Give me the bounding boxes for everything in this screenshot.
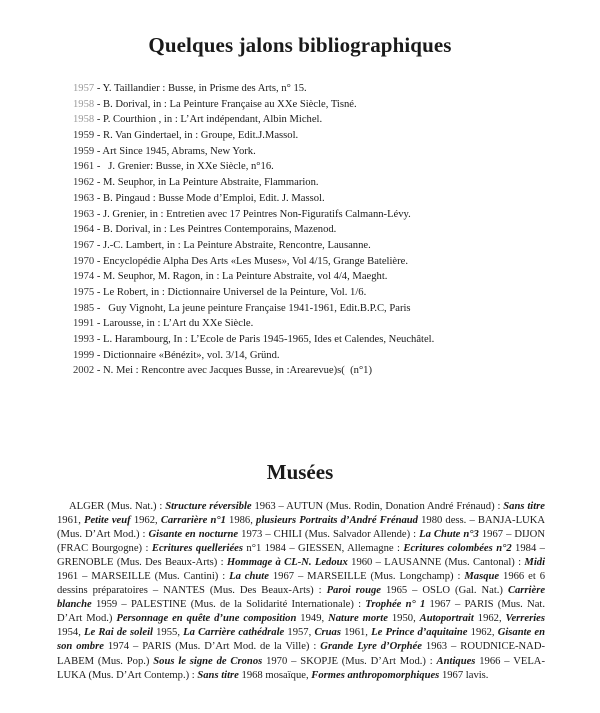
entry-year: 1957 bbox=[73, 83, 95, 94]
bibliography-entry bbox=[73, 159, 434, 175]
museum-text: 1959 – PALESTINE (Mus. de la Solidarité Internationale) : bbox=[91, 599, 366, 611]
artwork-title: La chute bbox=[229, 571, 269, 583]
artwork-title: plusieurs Portraits d’André Frénaud bbox=[256, 515, 418, 527]
entry-year: 1963 bbox=[73, 208, 95, 220]
bibliography-entry bbox=[73, 175, 434, 191]
artwork-title: Le Prince d’aquitaine bbox=[371, 627, 468, 639]
entry-text: - Y. Taillandier : Busse, in Prisme des Arts, n° 15. bbox=[94, 83, 307, 94]
bibliography-entry bbox=[73, 316, 434, 332]
artwork-title: La Carrière cathédrale bbox=[183, 627, 285, 639]
entry-year: 1959 bbox=[73, 145, 95, 157]
museum-text: 1955, bbox=[152, 627, 184, 639]
bibliography-list bbox=[73, 81, 434, 379]
entry-year: 1975 bbox=[73, 286, 95, 298]
entry-year: 1985 bbox=[73, 302, 95, 314]
bibliography-entry bbox=[73, 81, 434, 97]
entry-text: - N. Mei : Rencontre avec Jacques Busse, in :Arearevue)s( (n°1) bbox=[94, 365, 372, 377]
entry-text: - Guy Vignoht, La jeune peinture Française 1941-1961, Edit.B.P.C, Paris bbox=[94, 302, 411, 314]
bibliography-entry bbox=[73, 128, 434, 144]
museum-text: 1961 – MARSEILLE (Mus. Cantini) : bbox=[57, 571, 230, 583]
museum-text: 1961, bbox=[57, 515, 84, 527]
entry-year: 1991 bbox=[73, 318, 95, 330]
bibliography-entry bbox=[73, 363, 434, 379]
museum-text: 1973 – CHILI (Mus. Salvador Allende) : bbox=[238, 529, 420, 541]
museum-text: 1957, bbox=[284, 627, 315, 639]
artwork-title: Gisante en nocturne bbox=[148, 529, 239, 541]
artwork-title: Cruas bbox=[314, 627, 341, 639]
bibliography-entry bbox=[73, 207, 434, 223]
artwork-title: Grande Lyre d’Orphée bbox=[320, 641, 422, 653]
entry-year: 1999 bbox=[73, 349, 95, 361]
bibliography-entry bbox=[73, 144, 434, 160]
entry-text: - J. Grenier: Busse, in XXe Siècle, n°16. bbox=[94, 161, 274, 173]
museum-text: 1986, bbox=[225, 515, 257, 527]
entry-year: 1993 bbox=[73, 334, 95, 345]
entry-text: - L. Harambourg, In : L’Ecole de Paris 1945-1965, Ides et Calendes, Neuchâtel. bbox=[94, 334, 435, 345]
artwork-title: Hommage à CL-N. Ledoux bbox=[226, 557, 348, 569]
entry-text: - J.-C. Lambert, in : La Peinture Abstraite, Rencontre, Lausanne. bbox=[94, 239, 371, 251]
entry-text: - M. Seuphor, M. Ragon, in : La Peinture Abstraite, vol 4/4, Maeght. bbox=[94, 271, 388, 283]
museum-text: 1954, bbox=[57, 627, 85, 639]
entry-text: - M. Seuphor, in La Peinture Abstraite, Flammarion. bbox=[94, 177, 319, 189]
artwork-title: Ecritures quelleriées bbox=[151, 543, 243, 555]
museum-text: 1962, bbox=[473, 613, 506, 625]
museum-text: 1962, bbox=[130, 515, 161, 527]
museum-text: 1962, bbox=[467, 627, 498, 639]
museum-text: 1968 mosaïque, bbox=[238, 669, 312, 681]
museum-text: 1961, bbox=[340, 627, 372, 639]
bibliography-entry bbox=[73, 112, 434, 128]
entry-text: - B. Dorival, in : Les Peintres Contemporains, Mazenod. bbox=[94, 224, 337, 236]
bibliography-entry bbox=[73, 332, 434, 348]
museum-text: 1984 – GRENOBLE (Mus. Des Beaux-Arts) : bbox=[57, 543, 545, 569]
museum-text: 1949, bbox=[296, 613, 329, 625]
bibliography-entry bbox=[73, 222, 434, 238]
entry-text: - Larousse, in : L’Art du XXe Siècle. bbox=[94, 318, 254, 330]
artwork-title: Verreries bbox=[505, 613, 545, 625]
entry-text: - Dictionnaire «Bénézit», vol. 3/14, Gründ. bbox=[94, 349, 280, 361]
bibliography-entry bbox=[73, 191, 434, 207]
artwork-title: Masque bbox=[464, 571, 500, 583]
artwork-title: Paroi rouge bbox=[326, 585, 381, 597]
artwork-title: Midi bbox=[524, 557, 546, 569]
bibliography-entry bbox=[73, 254, 434, 270]
artwork-title: Sans titre bbox=[197, 669, 239, 681]
bibliography-title: Quelques jalons bibliographiques bbox=[148, 33, 452, 57]
entry-year: 1974 bbox=[73, 271, 95, 283]
artwork-title: La Chute n°3 bbox=[419, 529, 479, 541]
artwork-title: Petite veuf bbox=[83, 515, 131, 527]
artwork-title: Nature morte bbox=[328, 613, 388, 625]
museum-text: 1967 – DIJON (FRAC Bourgogne) : bbox=[57, 529, 545, 555]
museum-text: 1967 – PARIS (Mus. Nat. D’Art Mod.) bbox=[57, 599, 545, 625]
entry-text: - Encyclopédie Alpha Des Arts «Les Muses», Vol 4/15, Grange Batelière. bbox=[94, 255, 409, 267]
bibliography-entry bbox=[73, 301, 434, 317]
artwork-title: Autoportrait bbox=[419, 613, 474, 625]
artwork-title: Sans titre bbox=[503, 501, 545, 512]
bibliography-entry bbox=[73, 269, 434, 285]
entry-text: - P. Courthion , in : L’Art indépendant, Albin Michel. bbox=[94, 114, 323, 126]
entry-year: 1963 bbox=[73, 192, 95, 204]
entry-text: - J. Grenier, in : Entretien avec 17 Peintres Non-Figuratifs Calmann-Lévy. bbox=[94, 208, 411, 220]
artwork-title: Le Rai de soleil bbox=[84, 627, 153, 639]
entry-text: - Art Since 1945, Abrams, New York. bbox=[94, 145, 256, 157]
museum-text: 1966 – VELA-LUKA (Mus. D’Art Contemp.) : bbox=[57, 655, 545, 681]
entry-year: 1967 bbox=[73, 239, 95, 251]
museum-text: 1967 – MARSEILLE (Mus. Longchamp) : bbox=[268, 571, 465, 583]
artwork-title: Ecritures colombées n°2 bbox=[403, 543, 512, 555]
museum-text: 1980 dess. – BANJA-LUKA (Mus. D’Art Mod.) : bbox=[57, 515, 546, 541]
entry-text: - R. Van Gindertael, in : Groupe, Edit.J.Massol. bbox=[94, 130, 299, 142]
entry-text: - B. Dorival, in : La Peinture Française au XXe Siècle, Tisné. bbox=[94, 98, 357, 110]
museum-text: 1974 – PARIS (Mus. D’Art Mod. de la Ville) : bbox=[103, 641, 321, 653]
bibliography-entry bbox=[73, 348, 434, 364]
entry-year: 1964 bbox=[73, 224, 95, 236]
entry-year: 1958 bbox=[73, 98, 95, 110]
artwork-title: Carrarière n°1 bbox=[160, 515, 226, 527]
artwork-title: Gisante en son ombre bbox=[57, 627, 546, 653]
artwork-title: Carrière blanche bbox=[57, 585, 546, 611]
museum-text: ALGER (Mus. Nat.) : bbox=[69, 501, 166, 512]
bibliography-entry bbox=[73, 97, 434, 113]
entry-text: - Le Robert, in : Dictionnaire Universel de la Peinture, Vol. 1/6. bbox=[94, 286, 367, 298]
artwork-title: Structure réversible bbox=[165, 501, 252, 512]
entry-year: 1959 bbox=[73, 130, 95, 142]
museum-text: 1970 – SKOPJE (Mus. D’Art Mod.) : bbox=[262, 655, 437, 667]
museum-text: 1963 – AUTUN (Mus. Rodin, Donation André Frénaud) : bbox=[251, 501, 504, 512]
artwork-title: Formes anthropomorphiques bbox=[311, 669, 440, 681]
entry-year: 1970 bbox=[73, 255, 95, 267]
musees-paragraph bbox=[57, 500, 545, 683]
entry-year: 2002 bbox=[73, 365, 95, 377]
museum-text: 1963 – ROUDNICE-NAD-LABEM (Mus. Pop.) bbox=[57, 641, 546, 667]
museum-text: n°1 1984 – GIESSEN, Allemagne : bbox=[243, 543, 404, 555]
museum-text: 1966 et 6 dessins préparatoires – NANTES (Mus. Des Beaux-Arts) : bbox=[57, 571, 545, 597]
artwork-title: Sous le signe de Cronos bbox=[153, 655, 263, 667]
museum-text: 1960 – LAUSANNE (Mus. Cantonal) : bbox=[347, 557, 525, 569]
artwork-title: Trophée n° 1 bbox=[365, 599, 426, 611]
artwork-title: Antiques bbox=[436, 655, 476, 667]
artwork-title: Personnage en quête d’une composition bbox=[116, 613, 297, 625]
bibliography-entry bbox=[73, 238, 434, 254]
entry-year: 1961 bbox=[73, 161, 95, 173]
musees-title: Musées bbox=[266, 460, 334, 484]
entry-year: 1962 bbox=[73, 177, 95, 189]
museum-text: 1950, bbox=[387, 613, 420, 625]
entry-year: 1958 bbox=[73, 114, 95, 126]
entry-text: - B. Pingaud : Busse Mode d’Emploi, Edit. J. Massol. bbox=[94, 192, 325, 204]
bibliography-entry bbox=[73, 285, 434, 301]
museum-text: 1967 lavis. bbox=[439, 669, 489, 681]
museum-text: 1965 – OSLO (Gal. Nat.) bbox=[381, 585, 508, 597]
